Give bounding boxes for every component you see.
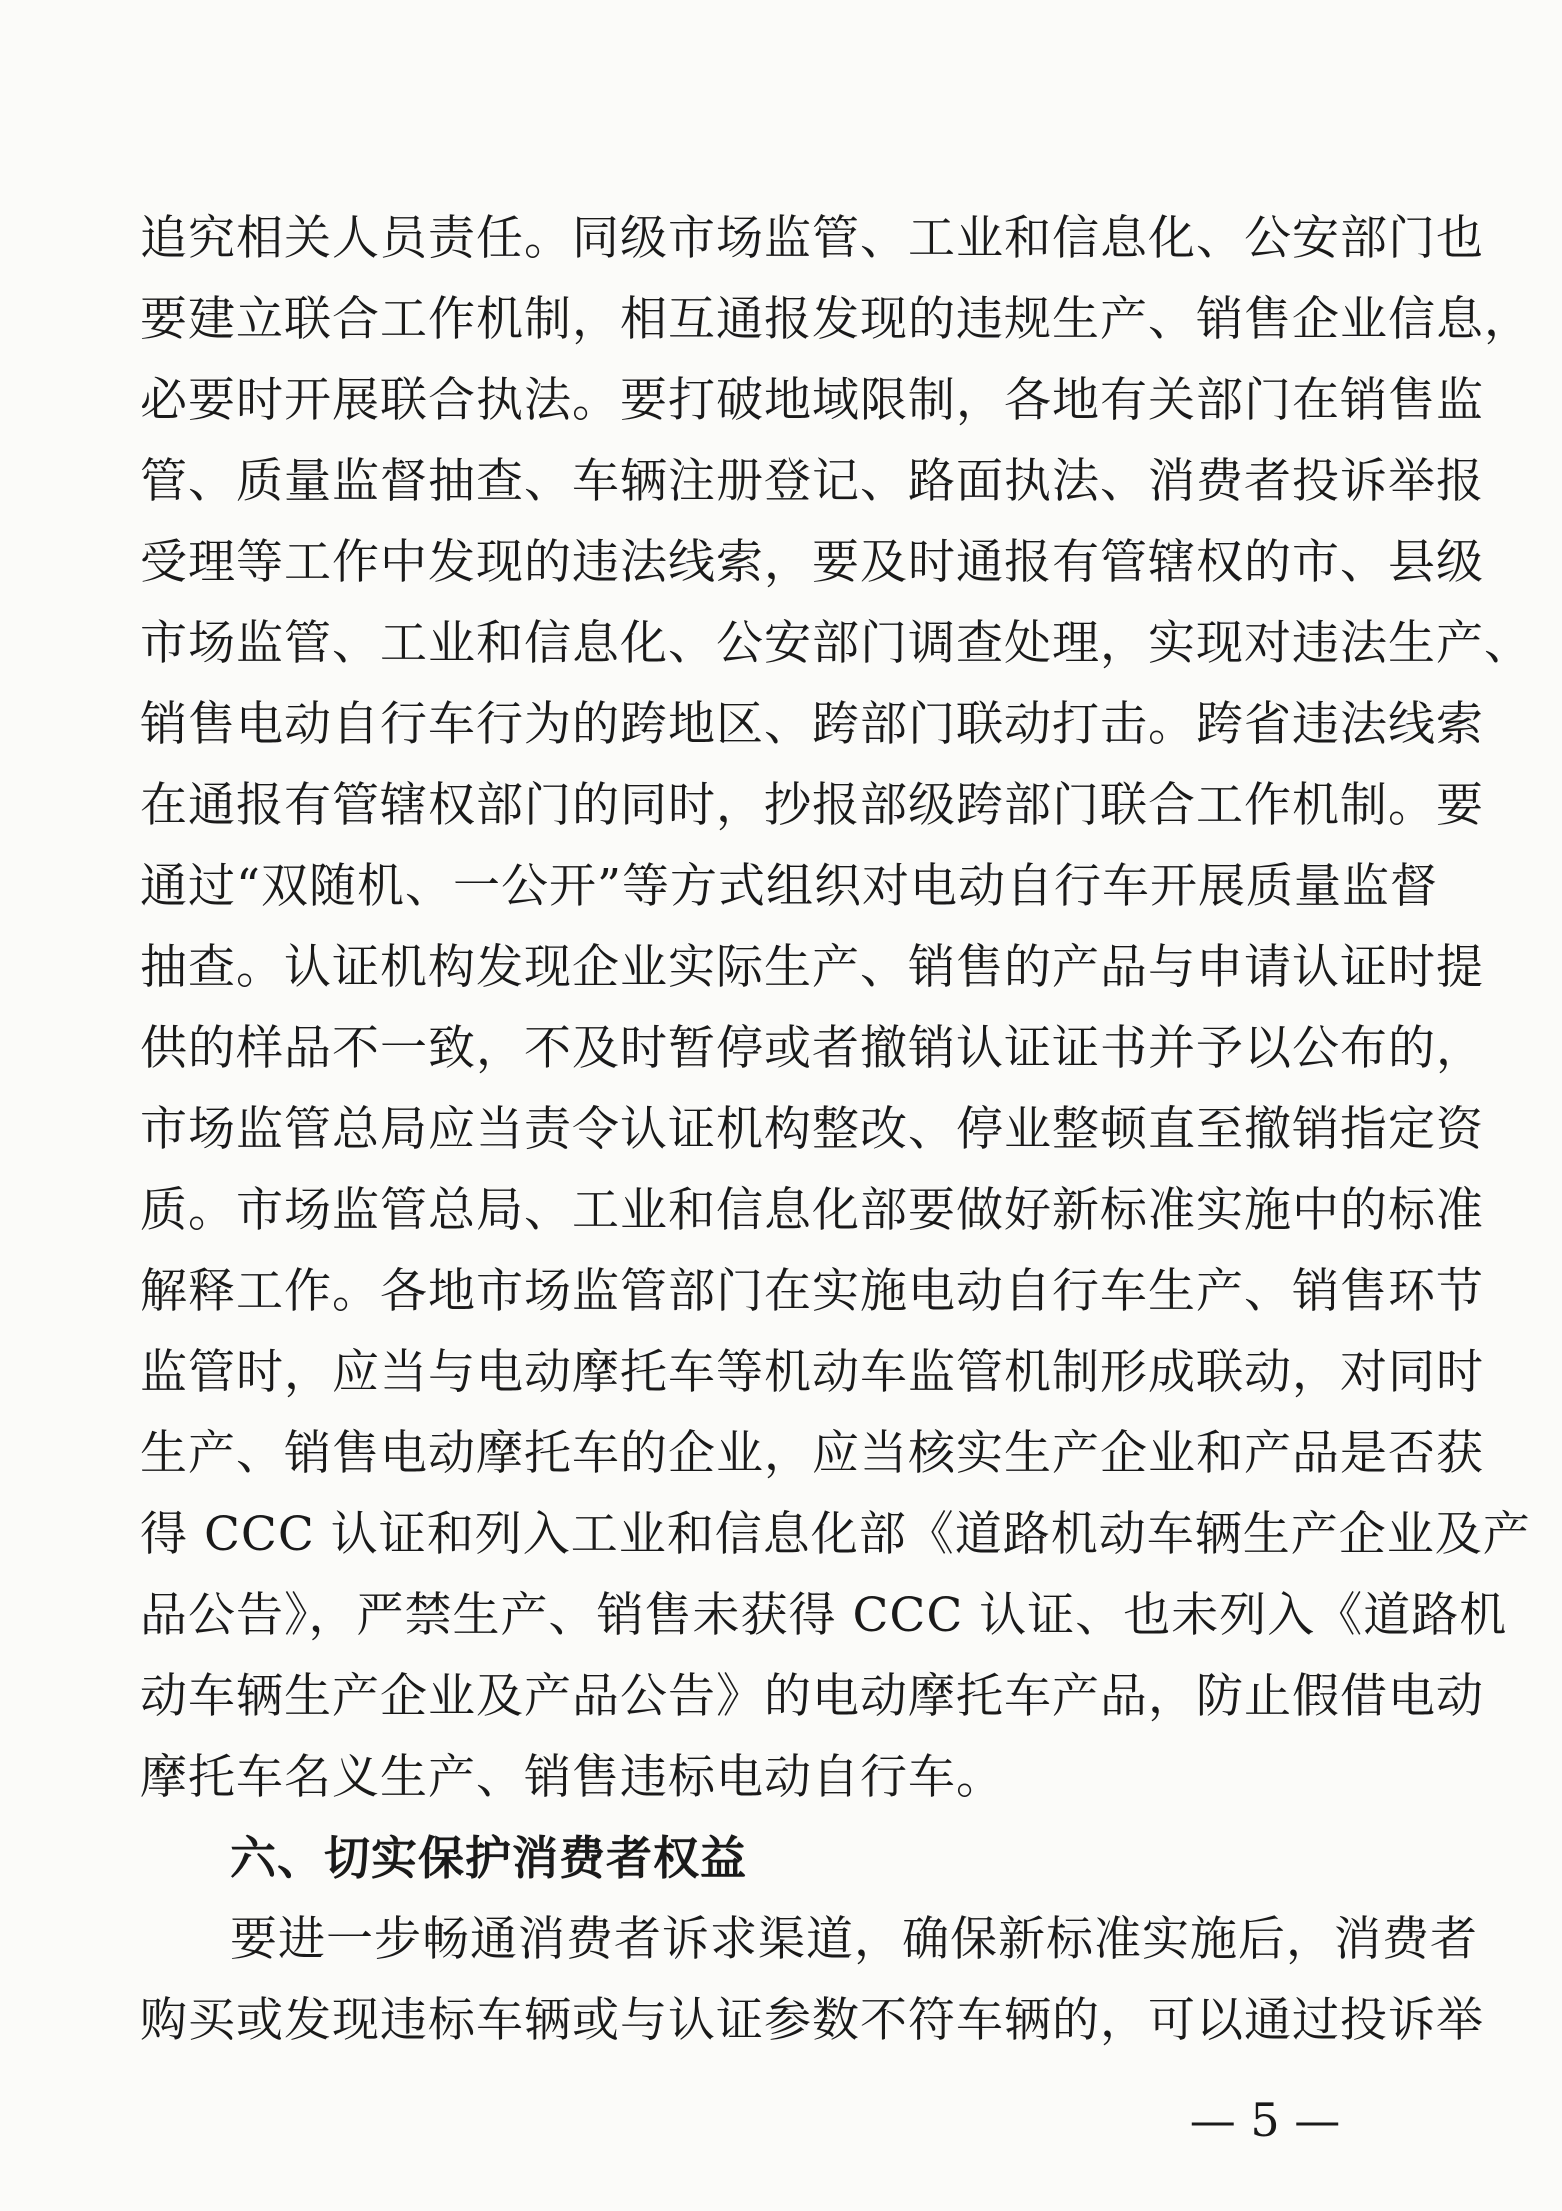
body-text [140,198,1532,2061]
paragraph-line: 追究相关人员责任。同级市场监管、工业和信息化、公安部门也 [140,211,1484,266]
paragraph-line: 受理等工作中发现的违法线索，要及时通报有管辖权的市、县级 [140,535,1484,590]
paragraph-line: 通过“双随机、一公开”等方式组织对电动自行车开展质量监督 [140,859,1439,914]
paragraph-line: 解释工作。各地市场监管部门在实施电动自行车生产、销售环节 [140,1264,1484,1319]
page-number: — 5 — [1189,2093,1341,2147]
paragraph-line: 质。市场监管总局、工业和信息化部要做好新标准实施中的标准 [140,1183,1484,1238]
paragraph-line: 抽查。认证机构发现企业实际生产、销售的产品与申请认证时提 [140,940,1484,995]
paragraph-line: 管、质量监督抽查、车辆注册登记、路面执法、消费者投诉举报 [140,454,1484,509]
section-paragraph-line: 要进一步畅通消费者诉求渠道，确保新标准实施后，消费者 [230,1912,1478,1967]
paragraph-line: 得 CCC 认证和列入工业和信息化部《道路机动车辆生产企业及产 [140,1507,1531,1562]
paragraph-line: 供的样品不一致，不及时暂停或者撤销认证证书并予以公布的， [140,1021,1484,1076]
paragraph-line: 市场监管、工业和信息化、公安部门调查处理，实现对违法生产、 [140,616,1532,671]
paragraph-line: 品公告》，严禁生产、销售未获得 CCC 认证、也未列入《道路机 [140,1588,1508,1643]
section-paragraph-line: 购买或发现违标车辆或与认证参数不符车辆的，可以通过投诉举 [140,1993,1484,2048]
paragraph-line: 摩托车名义生产、销售违标电动自行车。 [140,1750,1004,1805]
paragraph-line: 市场监管总局应当责令认证机构整改、停业整顿直至撤销指定资 [140,1102,1484,1157]
paragraph-line: 动车辆生产企业及产品公告》的电动摩托车产品，防止假借电动 [140,1669,1484,1724]
paragraph-line: 必要时开展联合执法。要打破地域限制，各地有关部门在销售监 [140,373,1484,428]
paragraph-line: 要建立联合工作机制，相互通报发现的违规生产、销售企业信息， [140,292,1532,347]
paragraph-line: 销售电动自行车行为的跨地区、跨部门联动打击。跨省违法线索 [140,697,1484,752]
paragraph-line: 监管时，应当与电动摩托车等机动车监管机制形成联动，对同时 [140,1345,1484,1400]
paragraph-line: 在通报有管辖权部门的同时，抄报部级跨部门联合工作机制。要 [140,778,1484,833]
paragraph-line: 生产、销售电动摩托车的企业，应当核实生产企业和产品是否获 [140,1426,1484,1481]
section-heading: 六、切实保护消费者权益 [230,1831,747,1885]
